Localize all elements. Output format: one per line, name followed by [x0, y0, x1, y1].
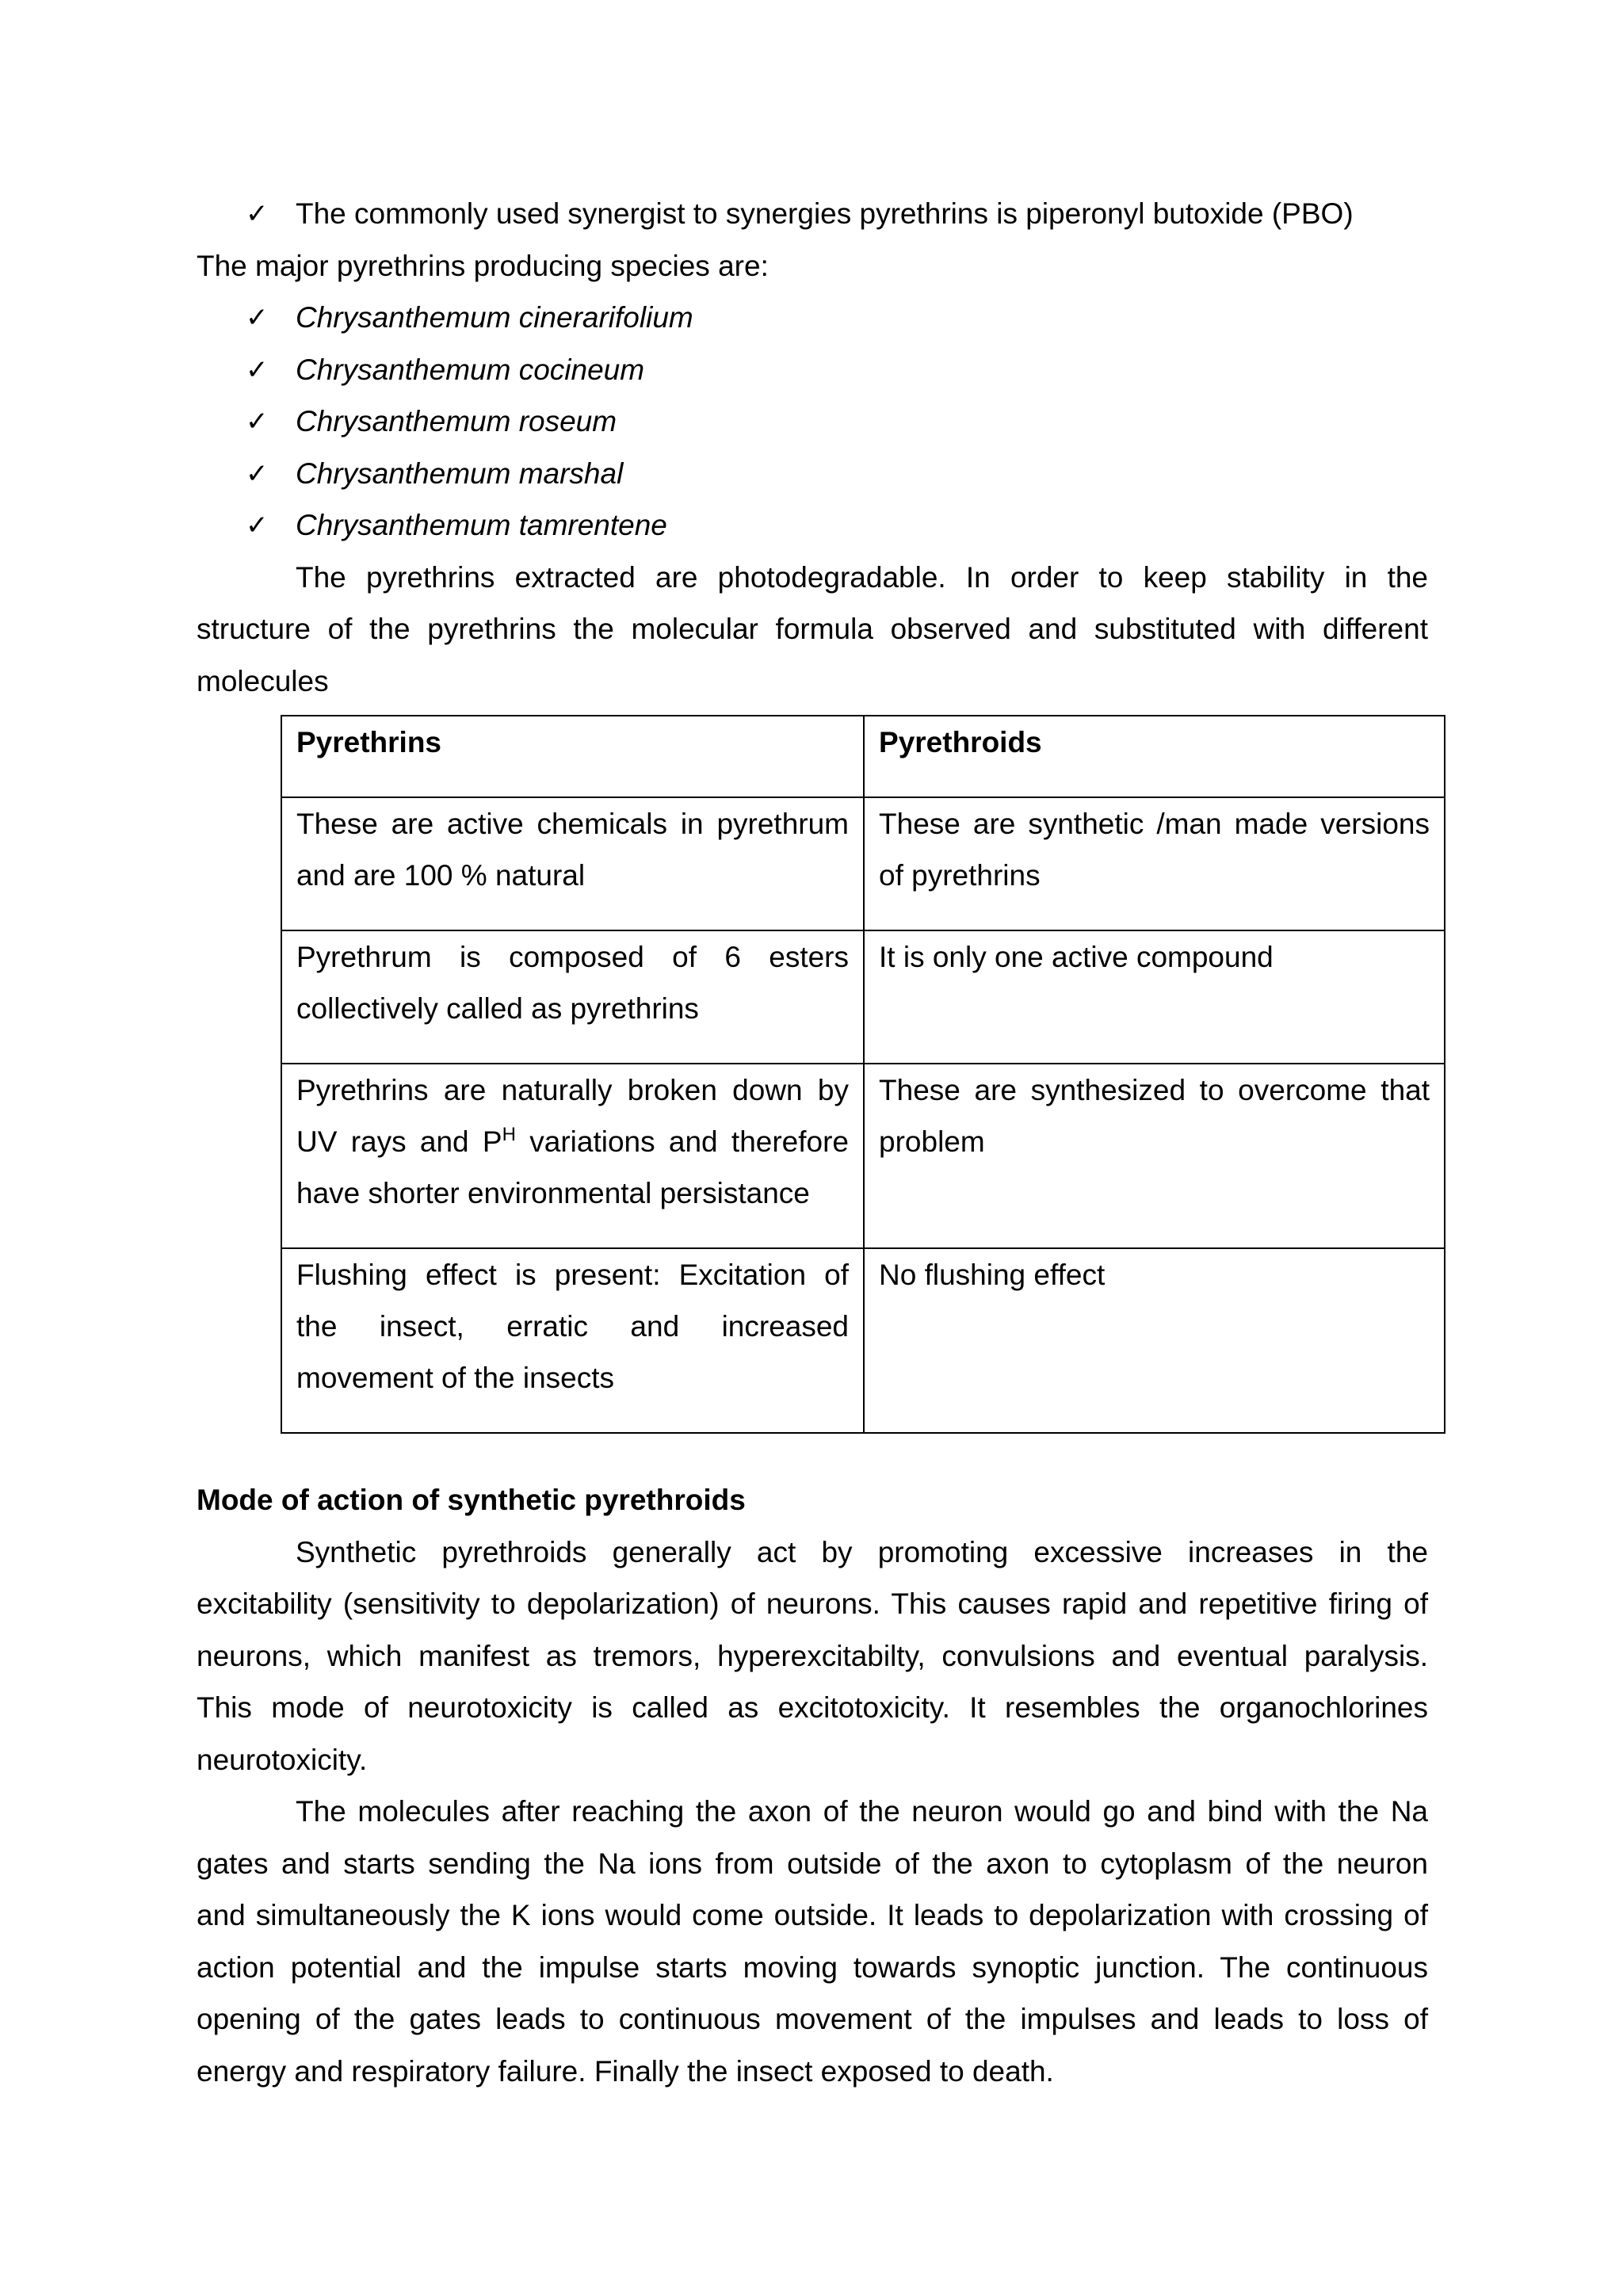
- species-intro: The major pyrethrins producing species are:: [197, 250, 769, 282]
- species-item: Chrysanthemum marshal: [296, 457, 624, 490]
- checkmark-icon: ✓: [246, 354, 269, 386]
- table-header-cell: [281, 716, 864, 797]
- cell-line: the insect, erratic and increased: [296, 1310, 850, 1343]
- table-cell: [281, 930, 864, 1064]
- table-cell: [281, 1248, 864, 1433]
- cell-line: Flushing effect is present: Excitation of: [296, 1259, 850, 1291]
- checkmark-icon: ✓: [246, 198, 269, 230]
- section-heading: Mode of action of synthetic pyrethroids: [197, 1484, 746, 1516]
- paragraph-line: The molecules after reaching the axon of the neuron would go and bind with the Na: [296, 1795, 1428, 1828]
- paragraph-line: gates and starts sending the Na ions from outside of the axon to cytoplasm of the neuron: [197, 1847, 1428, 1880]
- table-row: [281, 1064, 1445, 1248]
- paragraph-line: neurotoxicity.: [197, 1744, 368, 1776]
- cell-line: movement of the insects: [296, 1362, 615, 1394]
- cell-line: These are synthetic /man made versions: [879, 808, 1430, 840]
- comparison-table: [281, 715, 1445, 1434]
- checkmark-icon: ✓: [246, 458, 269, 490]
- cell-line: of pyrethrins: [879, 859, 1041, 892]
- table-cell: [281, 1064, 864, 1248]
- table-row: [281, 1248, 1445, 1433]
- cell-line: collectively called as pyrethrins: [296, 992, 699, 1025]
- paragraph-line: energy and respiratory failure. Finally the insect exposed to death.: [197, 2055, 1054, 2088]
- paragraph-line: neurons, which manifest as tremors, hyperexcitabilty, convulsions and eventual paralysis.: [197, 1640, 1428, 1672]
- table-cell: [864, 797, 1445, 930]
- checkmark-icon: ✓: [246, 510, 269, 541]
- cell-line: These are active chemicals in pyrethrum: [296, 808, 850, 840]
- cell-line: Pyrethrins are naturally broken down by: [296, 1074, 850, 1106]
- species-item: Chrysanthemum tamrentene: [296, 509, 667, 541]
- table-header-cell: [864, 716, 1445, 797]
- header-pyrethroids: Pyrethroids: [879, 726, 1042, 758]
- paragraph-line: opening of the gates leads to continuous movement of the impulses and leads to loss of: [197, 2003, 1428, 2035]
- table-row: [281, 930, 1445, 1064]
- checkmark-icon: ✓: [246, 406, 269, 437]
- species-item: Chrysanthemum roseum: [296, 405, 617, 437]
- paragraph-line: structure of the pyrethrins the molecular formula observed and substituted with different: [197, 613, 1428, 645]
- paragraph-line: excitability (sensitivity to depolarization) of neurons. This causes rapid and repetitive firing of: [197, 1587, 1428, 1620]
- species-item: Chrysanthemum cinerarifolium: [296, 301, 693, 334]
- checkmark-icon: ✓: [246, 302, 269, 334]
- paragraph-line: molecules: [197, 665, 329, 697]
- paragraph-line: action potential and the impulse starts moving towards synoptic junction. The continuous: [197, 1951, 1428, 1984]
- cell-line: Pyrethrum is composed of 6 esters: [296, 941, 850, 973]
- table-cell: [864, 1248, 1445, 1433]
- paragraph-line: Synthetic pyrethroids generally act by promoting excessive increases in the: [296, 1536, 1428, 1568]
- cell-line: have shorter environmental persistance: [296, 1177, 810, 1209]
- paragraph-line: This mode of neurotoxicity is called as excitotoxicity. It resembles the organochlorines: [197, 1691, 1428, 1724]
- cell-line-ph: [296, 1116, 849, 1167]
- paragraph-line: The pyrethrins extracted are photodegradable. In order to keep stability in the: [296, 561, 1428, 594]
- table-header-row: [281, 716, 1445, 797]
- paragraph-line: and simultaneously the K ions would come outside. It leads to depolarization with crossing of: [197, 1899, 1428, 1931]
- cell-line: and are 100 % natural: [296, 859, 586, 892]
- cell-line: problem: [879, 1125, 985, 1158]
- synergist-bullet: The commonly used synergist to synergies pyrethrins is piperonyl butoxide (PBO): [296, 197, 1354, 230]
- table-row: [281, 797, 1445, 930]
- table-cell: [864, 1064, 1445, 1248]
- cell-line: It is only one active compound: [879, 941, 1274, 973]
- cell-line: These are synthesized to overcome that: [879, 1074, 1430, 1106]
- table-cell: [864, 930, 1445, 1064]
- cell-line: No flushing effect: [879, 1259, 1106, 1291]
- species-item: Chrysanthemum cocineum: [296, 353, 645, 386]
- header-pyrethrins: Pyrethrins: [296, 726, 442, 758]
- cell-text: variations and therefore: [515, 1125, 850, 1158]
- cell-text: UV rays and P: [296, 1125, 502, 1158]
- table-cell: [281, 797, 864, 930]
- superscript-h: H: [502, 1124, 516, 1145]
